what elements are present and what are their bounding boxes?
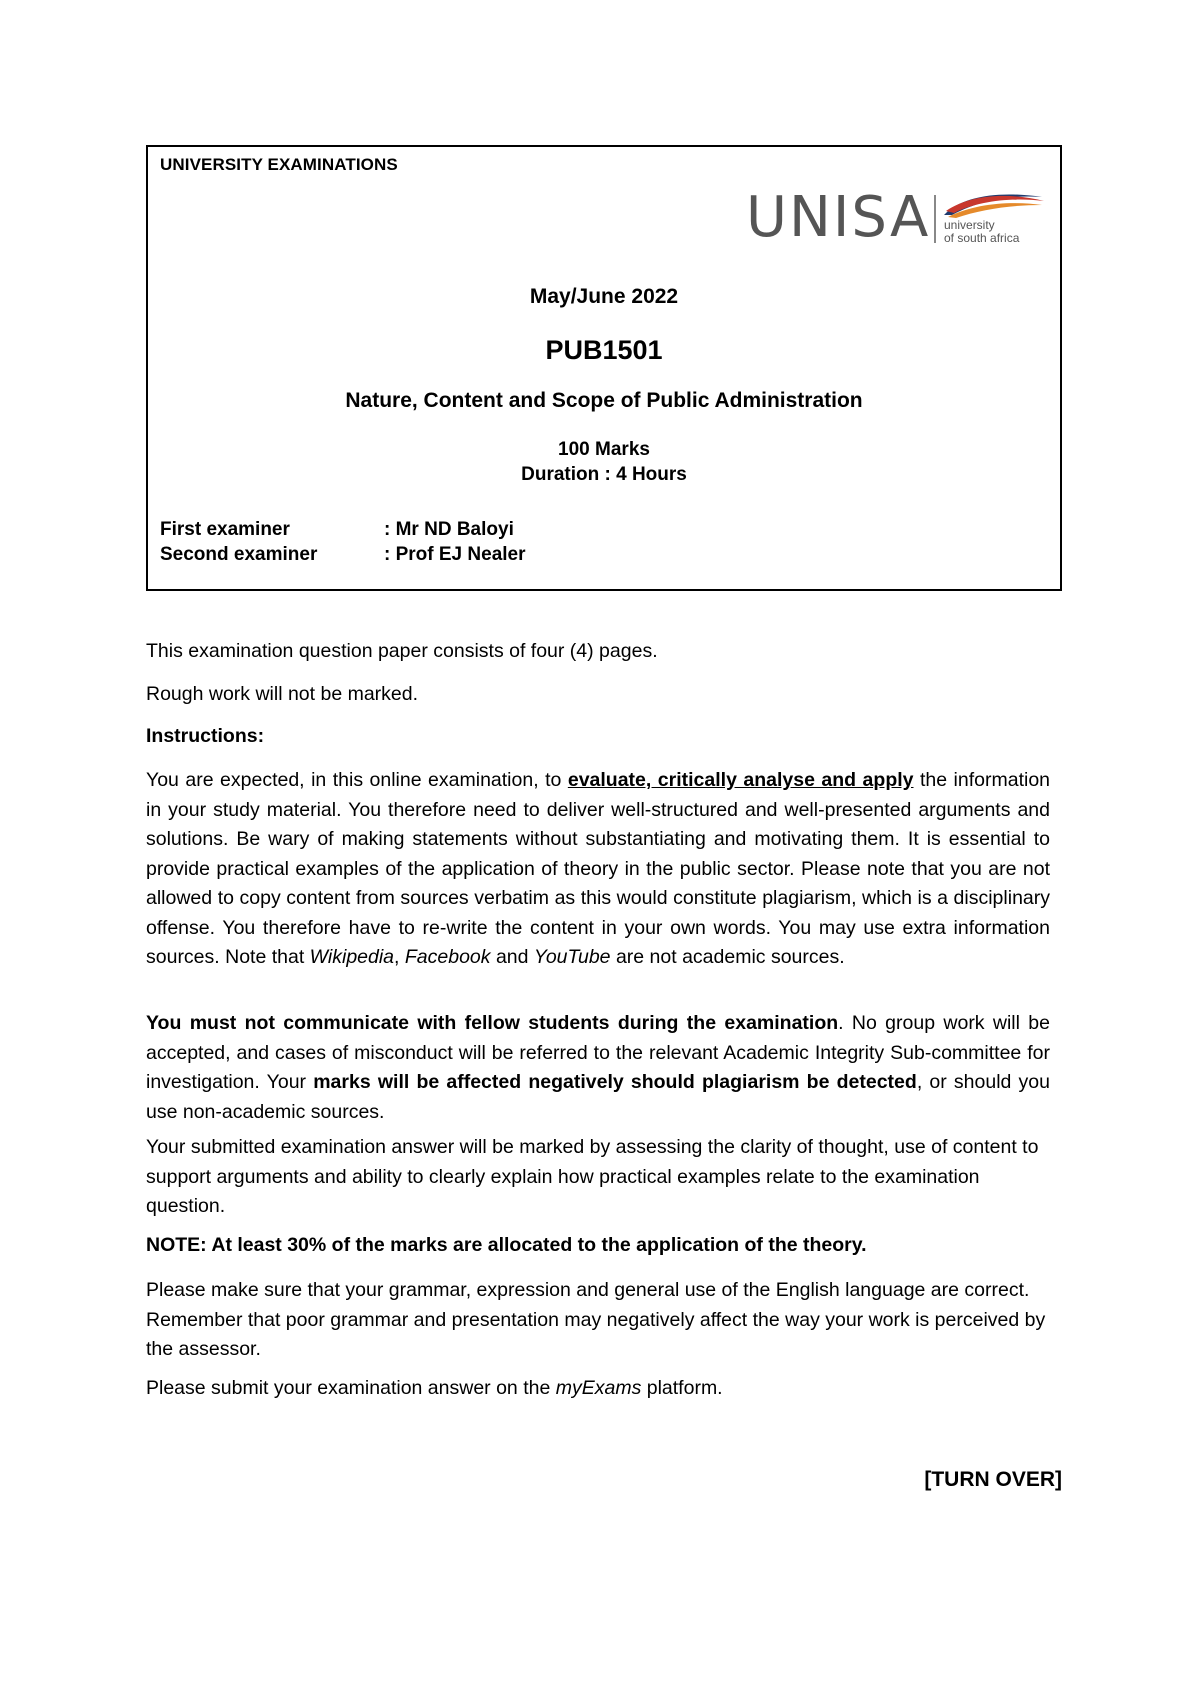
p1-comma: , <box>394 946 405 968</box>
p1-text-a: You are expected, in this online examination, to <box>146 769 568 791</box>
p1-wikipedia: Wikipedia <box>309 946 395 968</box>
first-examiner-name: : Mr ND Baloyi <box>384 519 514 540</box>
instructions-paragraph-3: Your submitted examination answer will be marked by assessing the clarity of thought, use of content to support arguments and ability to clearly explain how practical examples relate to the examination question. <box>146 1136 1039 1217</box>
course-title: Nature, Content and Scope of Public Administration <box>345 389 863 412</box>
course-code: PUB1501 <box>545 335 663 365</box>
first-examiner-label: First examiner <box>160 519 290 540</box>
exam-duration: Duration : 4 Hours <box>521 464 687 485</box>
total-marks: 100 Marks <box>558 439 650 460</box>
pages-note: This examination question paper consists of four (4) pages. <box>146 640 658 662</box>
logo-wordmark: UNISA <box>746 185 931 250</box>
instructions-paragraph-2 <box>146 1009 1050 1127</box>
p1-facebook: Facebook <box>404 946 491 968</box>
p5-text-b: platform. <box>641 1377 723 1399</box>
second-examiner-name: : Prof EJ Nealer <box>384 544 526 565</box>
instructions-paragraph-1 <box>146 766 1050 973</box>
p2-text-b: , or should you use non-academic sources. <box>146 1071 1050 1123</box>
exam-header-box <box>146 145 1062 591</box>
instructions-paragraph-5 <box>146 1374 1050 1404</box>
theory-note: NOTE: At least 30% of the marks are allocated to the application of the theory. <box>146 1234 867 1256</box>
swoosh-icon <box>942 189 1046 219</box>
logo-subtitle-line2: of south africa <box>944 231 1020 245</box>
p1-emphasis: evaluate, critically analyse and apply <box>567 769 914 791</box>
university-examinations-label: UNIVERSITY EXAMINATIONS <box>160 155 398 174</box>
instructions-heading: Instructions: <box>146 725 265 747</box>
unisa-logo <box>746 185 1046 251</box>
p2-bold-warning: You must not communicate with fellow students during the examination <box>146 1012 839 1034</box>
exam-date: May/June 2022 <box>529 285 679 308</box>
turn-over-label: [TURN OVER] <box>924 1468 1062 1491</box>
rough-work-note: Rough work will not be marked. <box>146 683 419 705</box>
p2-text-a: . No group work will be accepted, and cases of misconduct will be referred to the relevant Academic Integrity Sub-committee for investigation. Your <box>146 1012 1050 1093</box>
p1-youtube: YouTube <box>533 946 611 968</box>
p2-bold-plagiarism: marks will be affected negatively should plagiarism be detected <box>313 1071 917 1093</box>
logo-subtitle-line1: university <box>944 218 995 232</box>
p5-platform: myExams <box>555 1377 642 1399</box>
second-examiner-label: Second examiner <box>160 544 318 565</box>
p1-text-end: are not academic sources. <box>610 946 845 968</box>
p1-and: and <box>490 946 534 968</box>
p5-text-a: Please submit your examination answer on the <box>146 1377 556 1399</box>
instructions-paragraph-4: Please make sure that your grammar, expression and general use of the English language are correct. Remember that poor grammar and presentation may negatively affect the way your work is perceived by the assessor. <box>146 1279 1046 1360</box>
p1-text-b: the information in your study material. You therefore need to deliver well-structured and well-presented arguments and solutions. Be wary of making statements without substantiating and motivating them. It is essential to provide practical examples of the application of theory in the public sector. Please note that you are not allowed to copy content from sources verbatim as this would constitute plagiarism, which is a disciplinary offense. You therefore have to re-write the content in your own words. You may use extra information sources. Note that <box>146 769 1051 968</box>
logo-divider <box>934 195 936 243</box>
